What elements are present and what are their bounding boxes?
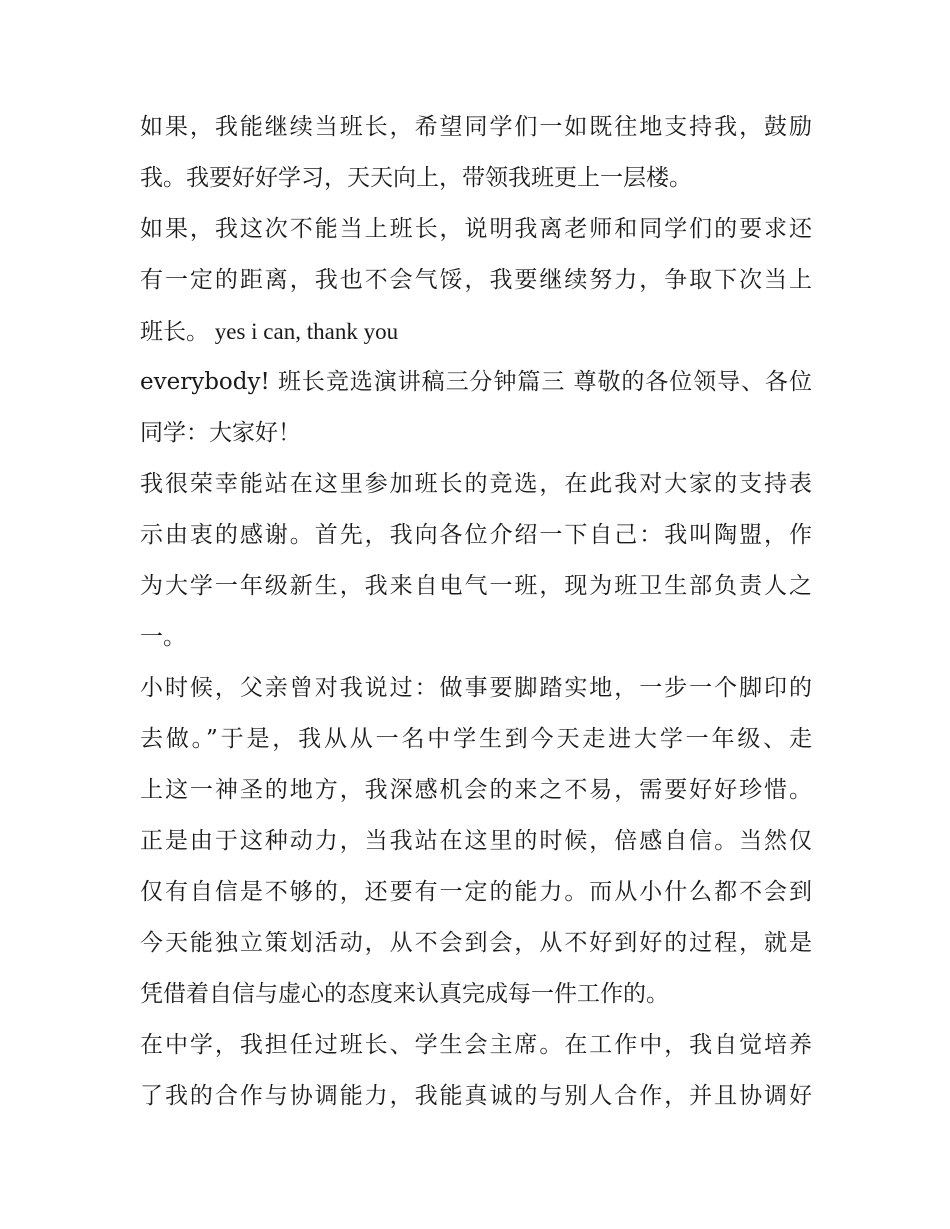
text-line: 了我的合作与协调能力，我能真诚的与别人合作，并且协调好 — [140, 1083, 812, 1109]
document-body — [140, 102, 812, 1122]
text-line: everybody! 班长竞选演讲稿三分钟篇三 尊敬的各位领导、各位 — [140, 369, 812, 395]
text-line: 凭借着自信与虚心的态度来认真完成每一件工作的。 — [140, 981, 669, 1007]
text-line: 小时候，父亲曾对我说过：做事要脚踏实地，一步一个脚印的 — [140, 675, 812, 701]
text-line: 同学：大家好！ — [140, 420, 301, 446]
text-line: 仅有自信是不够的，还要有一定的能力。而从小什么都不会到 — [140, 879, 812, 905]
text-line: 一。 — [140, 624, 186, 650]
text-line: 今天能独立策划活动，从不会到会，从不好到好的过程，就是 — [140, 930, 812, 956]
text-line: 在中学，我担任过班长、学生会主席。在工作中，我自觉培养 — [140, 1032, 812, 1058]
text-line: 有一定的距离，我也不会气馁，我要继续努力，争取下次当上 — [140, 267, 812, 293]
text-line: 正是由于这种动力，当我站在这里的时候，倍感自信。当然仅 — [140, 828, 812, 854]
text-line: 去做。”于是，我从从一名中学生到今天走进大学一年级、走 — [140, 726, 812, 752]
text-line: 上这一神圣的地方，我深感机会的来之不易，需要好好珍惜。 — [140, 777, 812, 803]
text-line: 如果，我能继续当班长，希望同学们一如既往地支持我，鼓励 — [140, 114, 812, 140]
text-line: 为大学一年级新生，我来自电气一班，现为班卫生部负责人之 — [140, 573, 812, 599]
text-line: 我很荣幸能站在这里参加班长的竞选，在此我对大家的支持表 — [140, 471, 812, 497]
text-line: 班长。 yes i can, thank you — [140, 319, 399, 344]
text-line: 示由衷的感谢。首先，我向各位介绍一下自己：我叫陶盟，作 — [140, 522, 812, 548]
text-line: 我。我要好好学习，天天向上，带领我班更上一层楼。 — [140, 165, 692, 191]
text-line: 如果，我这次不能当上班长，说明我离老师和同学们的要求还 — [140, 216, 812, 242]
